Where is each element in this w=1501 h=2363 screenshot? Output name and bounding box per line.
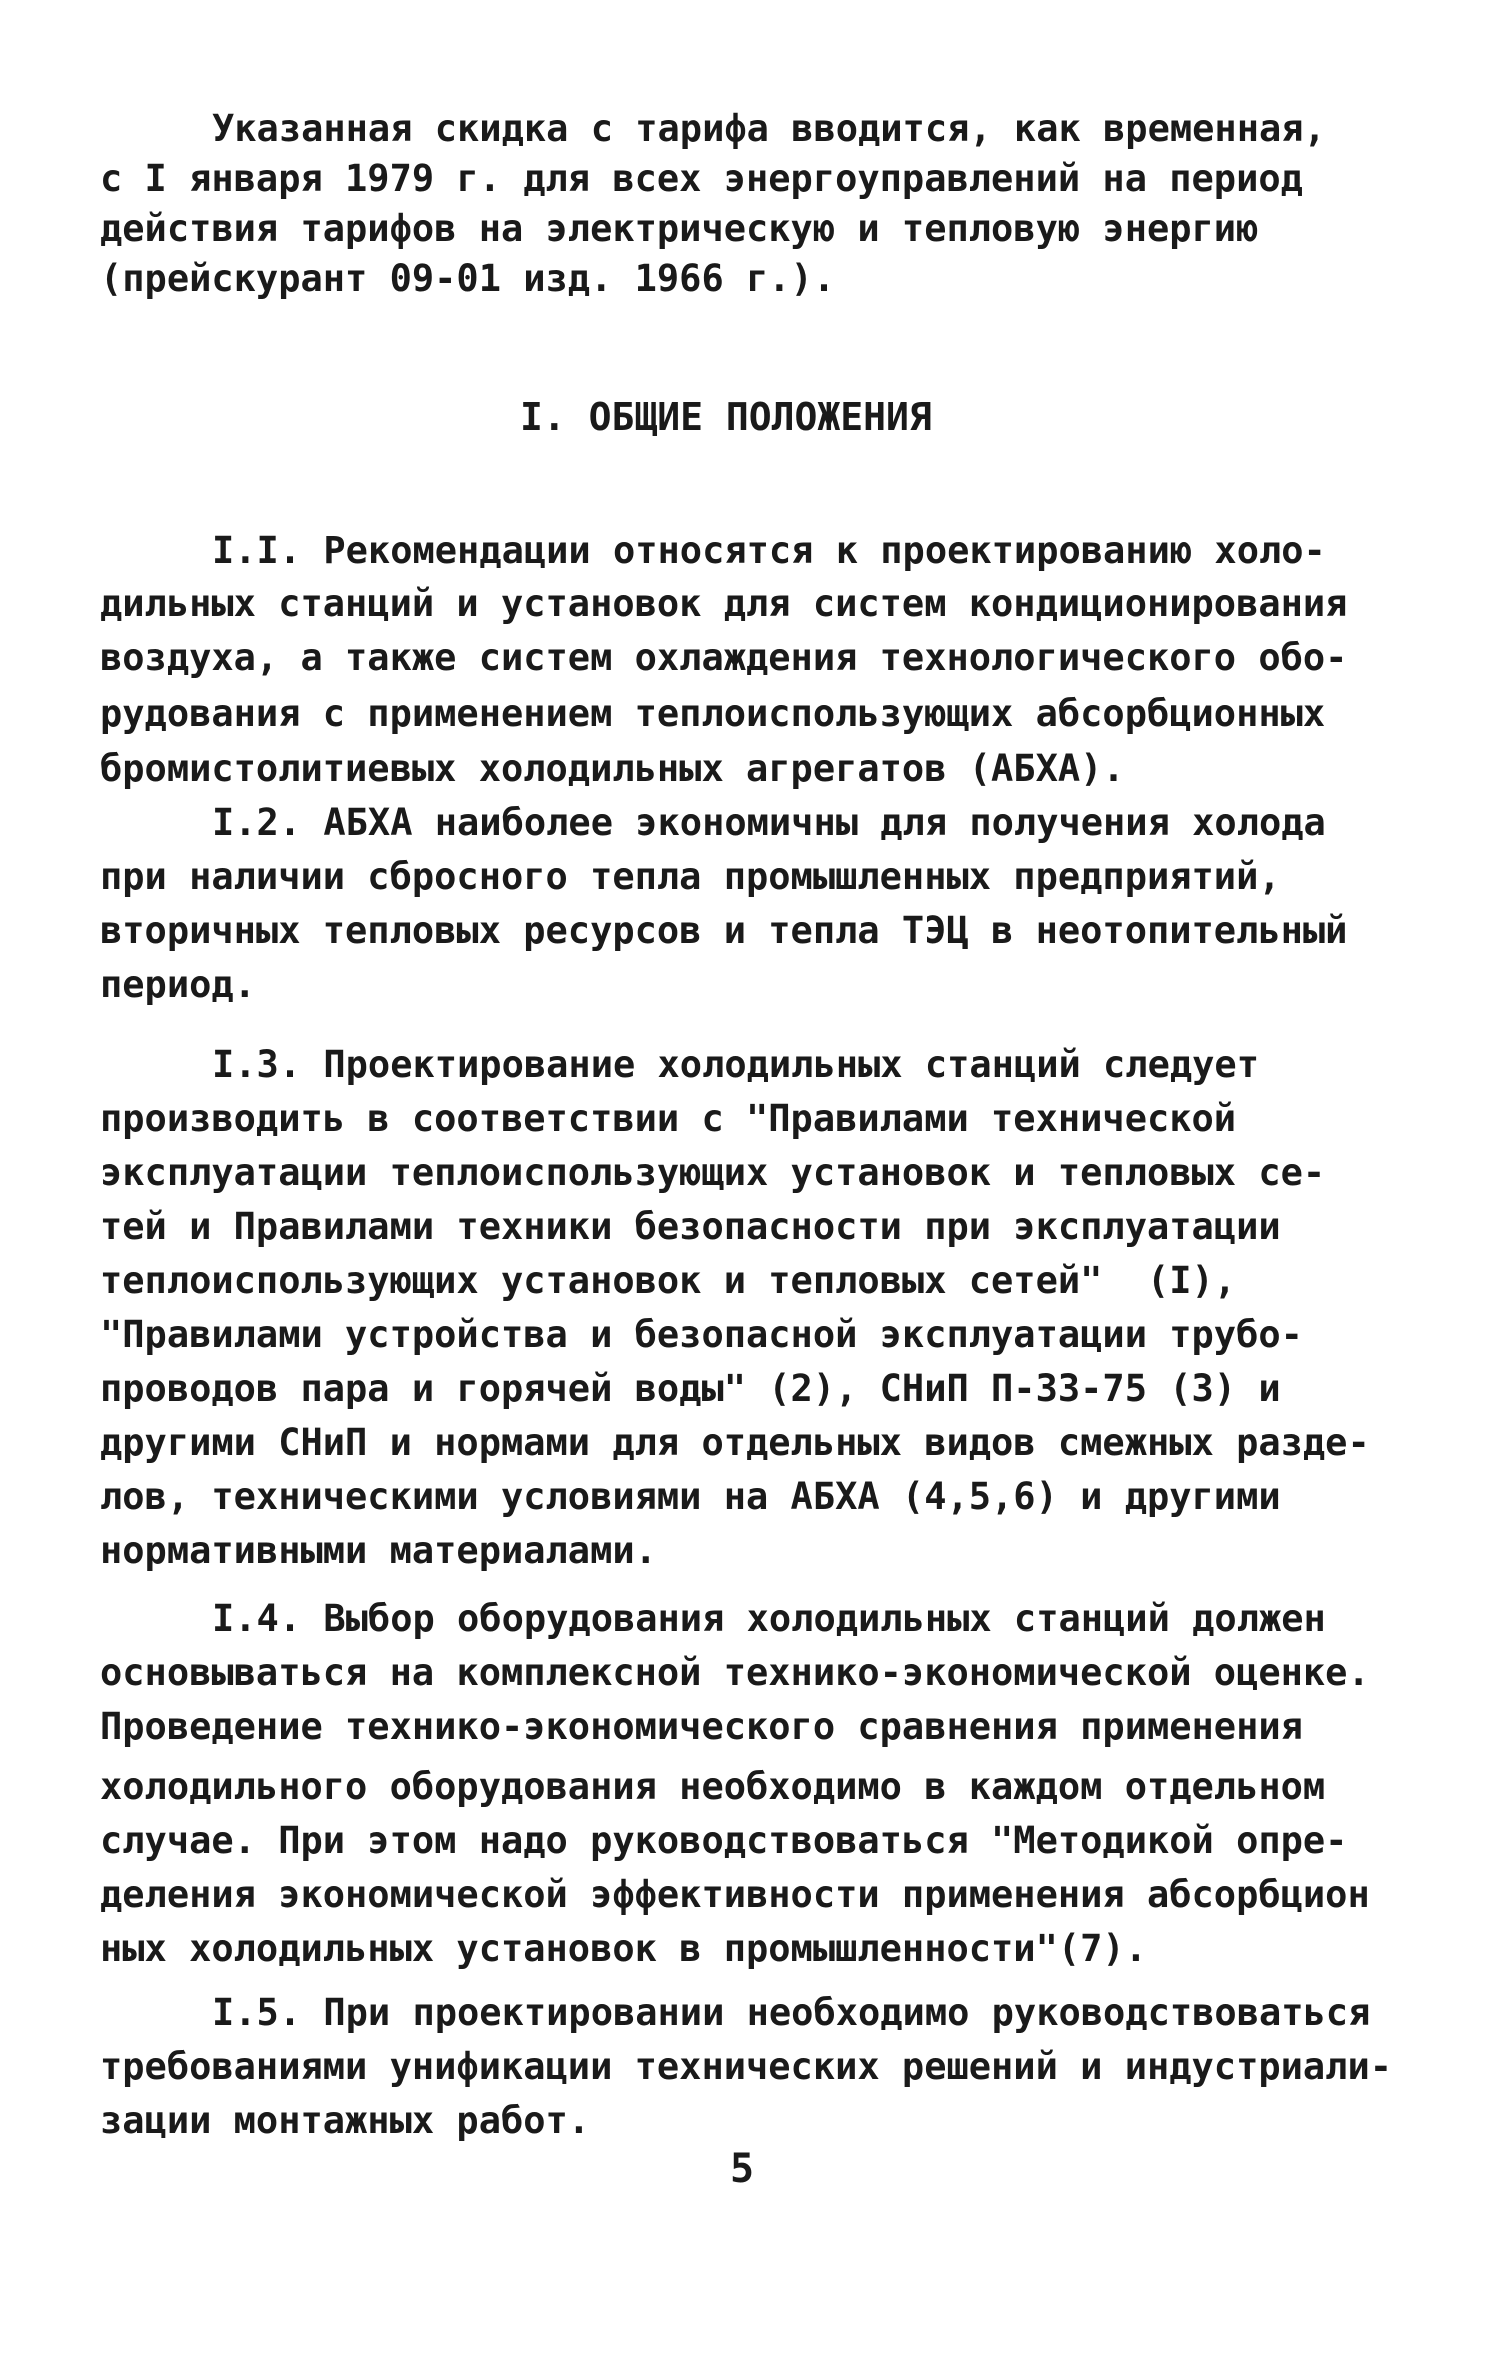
paragraph-line: I.5. При проектировании необходимо руководствоваться [212, 1991, 1371, 2034]
paragraph-line: период. [100, 963, 256, 1006]
paragraph-line: дильных станций и установок для систем кондиционирования [100, 582, 1348, 625]
paragraph-line: производить в соответствии с "Правилами технической [100, 1097, 1237, 1140]
intro-line: (прейскурант 09-01 изд. 1966 г.). [100, 257, 836, 300]
paragraph-line: I.4. Выбор оборудования холодильных станций должен [212, 1597, 1326, 1640]
paragraph-line: лов, техническими условиями на АБХА (4,5,6) и другими [100, 1475, 1281, 1518]
paragraph-line: "Правилами устройства и безопасной эксплуатации трубо- [100, 1313, 1303, 1356]
paragraph-line: I.I. Рекомендации относятся к проектированию холо- [212, 529, 1326, 572]
paragraph-line: деления экономической эффективности применения абсорбцион [100, 1873, 1370, 1916]
paragraph-line: случае. При этом надо руководствоваться "Методикой опре- [100, 1819, 1348, 1862]
paragraph-line: тей и Правилами техники безопасности при эксплуатации [100, 1205, 1281, 1248]
paragraph-line: теплоиспользующих установок и тепловых сетей" (I), [100, 1259, 1237, 1302]
page-number: 5 [730, 2146, 755, 2192]
paragraph-line: вторичных тепловых ресурсов и тепла ТЭЦ в неотопительный [100, 909, 1348, 952]
paragraph-line: бромистолитиевых холодильных агрегатов (АБХА). [100, 747, 1125, 790]
intro-line: с I января 1979 г. для всех энергоуправлений на период [100, 157, 1303, 200]
paragraph-line: I.2. АБХА наиболее экономичны для получения холода [212, 801, 1326, 844]
paragraph-line: рудования с применением теплоиспользующих абсорбционных [100, 692, 1326, 735]
paragraph-line: I.3. Проектирование холодильных станций следует [212, 1043, 1259, 1086]
paragraph-line: проводов пара и горячей воды" (2), СНиП П-33-75 (3) и [100, 1367, 1281, 1410]
paragraph-line: ных холодильных установок в промышленности"(7). [100, 1927, 1147, 1970]
paragraph-line: при наличии сбросного тепла промышленных предприятий, [100, 855, 1281, 898]
paragraph-line: зации монтажных работ. [100, 2099, 591, 2142]
paragraph-line: холодильного оборудования необходимо в каждом отдельном [100, 1765, 1326, 1808]
paragraph-line: воздуха, а также систем охлаждения технологического обо- [100, 636, 1348, 679]
section-title: I. ОБЩИЕ ПОЛОЖЕНИЯ [520, 395, 932, 439]
paragraph-line: нормативными материалами. [100, 1529, 657, 1572]
paragraph-line: другими СНиП и нормами для отдельных видов смежных разде- [100, 1421, 1370, 1464]
intro-line: действия тарифов на электрическую и тепловую энергию [100, 207, 1259, 250]
paragraph-line: требованиями унификации технических решений и индустриали- [100, 2045, 1393, 2088]
paragraph-line: основываться на комплексной технико-экономической оценке. [100, 1651, 1370, 1694]
intro-line: Указанная скидка с тарифа вводится, как временная, [212, 107, 1326, 150]
paragraph-line: Проведение технико-экономического сравнения применения [100, 1705, 1303, 1748]
paragraph-line: эксплуатации теплоиспользующих установок и тепловых се- [100, 1151, 1326, 1194]
